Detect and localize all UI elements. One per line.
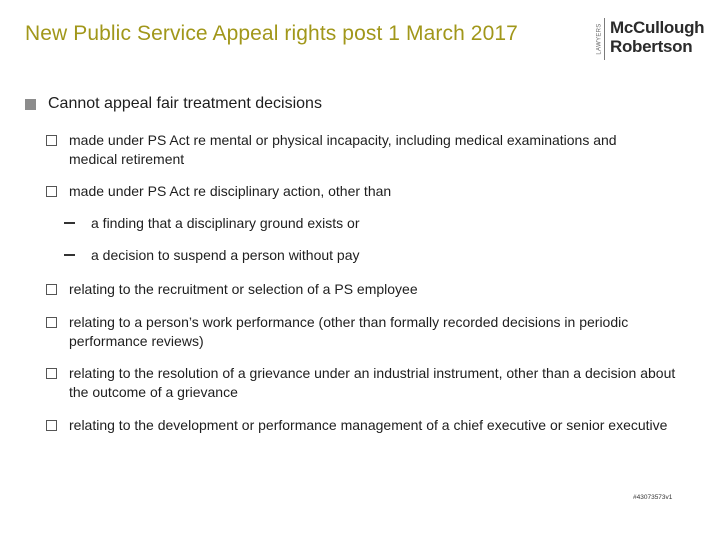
list-item (46, 416, 696, 435)
sub-list-item-text: a finding that a disciplinary ground exists or (91, 215, 360, 231)
slide-title: New Public Service Appeal rights post 1 March 2017 (25, 22, 518, 45)
list-item (46, 280, 696, 299)
sub-list-item-text: a decision to suspend a person without pay (91, 247, 360, 263)
logo-name (610, 18, 704, 56)
list-item-text: relating to the development or performance management of a chief executive or senior executive (69, 417, 668, 433)
logo-line1: McCullough (610, 18, 705, 37)
list-item (46, 313, 696, 351)
dash-bullet-icon (64, 254, 75, 256)
dash-bullet-icon (64, 222, 75, 224)
checkbox-bullet-icon (46, 186, 57, 197)
list-item-text: relating to the recruitment or selection of a PS employee (69, 281, 418, 297)
document-reference: #43073573v1 (633, 494, 673, 501)
main-bullet-text: Cannot appeal fair treatment decisions (48, 95, 322, 112)
logo-line2: Robertson (610, 37, 693, 56)
checkbox-bullet-icon (46, 317, 57, 328)
logo-lawyers-text: LAWYERS (596, 23, 603, 55)
list-item-text: relating to a person’s work performance (other than formally recorded decisions in periodic performance reviews) (69, 314, 629, 349)
list-item-text: made under PS Act re disciplinary action, other than (69, 183, 392, 199)
checkbox-bullet-icon (46, 284, 57, 295)
main-bullet (25, 95, 322, 113)
list-item-text: relating to the resolution of a grievance under an industrial instrument, other than a decision about the outcome of a grievance (69, 365, 676, 400)
checkbox-bullet-icon (46, 135, 57, 146)
sub-list-item (64, 214, 359, 233)
checkbox-bullet-icon (46, 420, 57, 431)
company-logo (592, 16, 712, 66)
list-item (46, 182, 696, 201)
square-bullet-icon (25, 99, 36, 110)
checkbox-bullet-icon (46, 368, 57, 379)
sub-list-item (64, 246, 360, 265)
list-item (46, 131, 696, 169)
list-item (46, 364, 696, 402)
logo-divider (604, 18, 605, 60)
list-item-text: made under PS Act re mental or physical incapacity, including medical examinations and medical retirement (69, 132, 617, 167)
